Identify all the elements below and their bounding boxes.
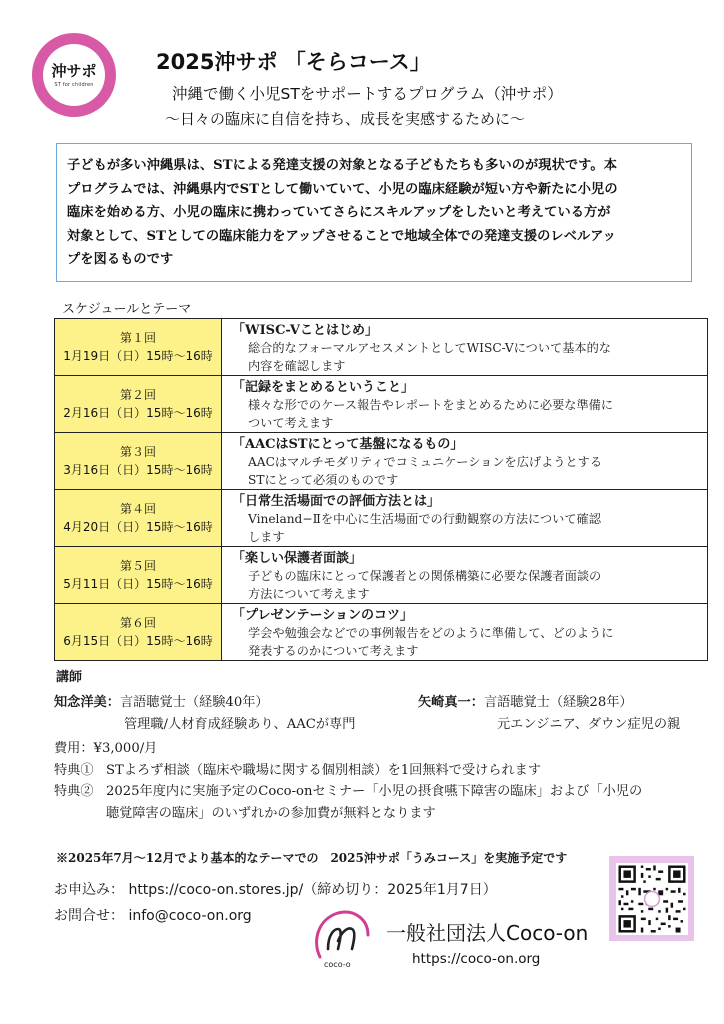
intro-line: 子どもが多い沖縄県は、STによる発達支援の対象となる子どもたちも多いのが現状です。本 [67,158,617,173]
session-title: 「記録をまとめるということ」 [232,380,415,395]
schedule-row [55,604,708,661]
session-date: 6月15日（日）15時〜16時 [63,634,213,648]
contact-email[interactable]: お問合せ： info@coco-on.org [54,908,252,924]
session-desc: 発表するのかについて考えます [248,643,419,658]
session-number: 第３回 [119,445,156,459]
schedule-row [55,547,708,604]
session-date-cell [55,376,222,433]
program-logo-inner [43,44,105,106]
lecturer-2-role: 言語聴覚士（経験28年） [483,695,633,710]
session-desc: AACはマルチモダリティでコミュニケーションを広げようとする [248,455,603,469]
lecturer-1-role: 言語聴覚士（経験40年） [119,695,269,710]
lecturer-1-note: 管理職/人材育成経験あり、AACが専門 [124,717,356,732]
schedule-row [55,376,708,433]
perk-2 [54,781,714,825]
session-date-cell [55,547,222,604]
schedule-row [55,490,708,547]
session-date-cell [55,490,222,547]
page-title: 2025沖サポ 「そらコース」 [156,50,431,74]
logo-sub-text: ST for children [54,81,94,88]
session-desc: STにとって必須のものです [248,472,399,487]
intro-line: 対象として、STとしての臨床能力をアップさせることで地域全体での発達支援のレベルアッ [67,228,616,244]
program-logo [32,33,116,117]
org-name: 一般社団法人Coco-on [386,921,589,945]
perk-2-text-cont: 聴覚障害の臨床」のいずれかの参加費が無料となります [106,806,436,821]
logo-main-text: 沖サポ [51,61,97,80]
session-desc: Vineland−Ⅱを中心に生活場面での行動観察の方法について確認 [248,512,601,526]
lecturer-1-name: 知念洋美： [54,695,120,710]
session-date: 2月16日（日）15時〜16時 [63,406,213,420]
session-topic-cell [222,376,708,433]
session-date-cell [55,433,222,490]
schedule-table [54,318,708,661]
session-topic-cell [222,490,708,547]
session-desc: 総合的なフォーマルアセスメントとしてWISC-Vについて基本的な [248,341,611,355]
session-desc: 方法について考えます [248,586,370,601]
logo-wordmark: coco-o [324,960,351,969]
session-desc: ついて考えます [248,415,334,430]
session-date: 5月11日（日）15時〜16時 [63,577,213,591]
apply-link[interactable]: お申込み： https://coco-on.stores.jp/（締め切り：2025年1月7日） [54,882,497,898]
session-number: 第４回 [119,502,156,516]
lecturers-label: 講師 [56,670,83,685]
schedule-row [55,433,708,490]
coco-on-logo [308,905,376,973]
perk-2-tag: 特典② [54,784,94,799]
intro-line: プログラムでは、沖縄県内でSTとして働いていて、小児の臨床経験が短い方や新たに小児の [67,181,618,197]
session-title: 「AACはSTにとって基盤になるもの」 [232,437,464,452]
intro-line: プを図るものです [67,252,174,267]
session-title: 「日常生活場面での評価方法とは」 [232,494,441,509]
session-topic-cell [222,319,708,376]
qr-code-icon [616,863,688,935]
session-desc: 子どもの臨床にとって保護者との関係構築に必要な保護者面談の [248,569,602,583]
session-number: 第２回 [119,388,156,402]
session-title: 「プレゼンテーションのコツ」 [232,608,413,623]
session-number: 第５回 [119,559,156,573]
lecturer-1 [54,691,269,710]
session-title: 「楽しい保護者面談」 [232,551,363,566]
perk-1-text: STよろず相談（臨床や職場に関する個別相談）を1回無料で受けられます [106,763,542,778]
schedule-row [55,319,708,376]
page-subtitle: 沖縄で働く小児STをサポートするプログラム（沖サポ） [172,85,563,103]
session-date: 1月19日（日）15時〜16時 [63,349,213,363]
intro-box [56,143,692,282]
session-date: 4月20日（日）15時〜16時 [63,520,213,534]
qr-code[interactable] [609,856,694,941]
lecturer-2-name: 矢崎真一： [418,695,484,710]
session-topic-cell [222,433,708,490]
intro-line: 臨床を始める方、小児の臨床に携わっていてさらにスキルアップをしたいと考えている方が [67,205,611,220]
session-topic-cell [222,547,708,604]
session-desc: 内容を確認します [248,358,346,373]
page-tagline: 〜日々の臨床に自信を持ち、成長を実感するために〜 [165,110,526,128]
session-date: 3月16日（日）15時〜16時 [63,463,213,477]
session-date-cell [55,604,222,661]
perk-1 [54,759,541,778]
session-title: 「WISC-Vことはじめ」 [232,323,378,338]
session-number: 第６回 [119,616,156,630]
perk-1-tag: 特典① [54,763,94,778]
lecturer-2-note: 元エンジニア、ダウン症児の親 [497,717,681,732]
lecturer-2 [418,691,633,710]
session-topic-cell [222,604,708,661]
session-date-cell [55,319,222,376]
fee-text: 費用：¥3,000/月 [54,741,158,756]
footnote: ※2025年7月〜12月でより基本的なテーマでの 2025沖サポ「うみコース」を実施予定です [56,851,568,865]
session-number: 第１回 [119,331,156,345]
session-desc: 様々な形でのケース報告やレポートをまとめるために必要な準備に [248,398,614,412]
session-desc: 学会や勉強会などでの事例報告をどのように準備して、どのように [248,626,614,640]
perk-2-text: 2025年度内に実施予定のCoco-onセミナー「小児の摂食嚥下障害の臨床」および「小児の [106,784,643,799]
org-url[interactable]: https://coco-on.org [412,951,541,967]
session-desc: します [248,529,285,544]
schedule-label: スケジュールとテーマ [62,302,192,317]
